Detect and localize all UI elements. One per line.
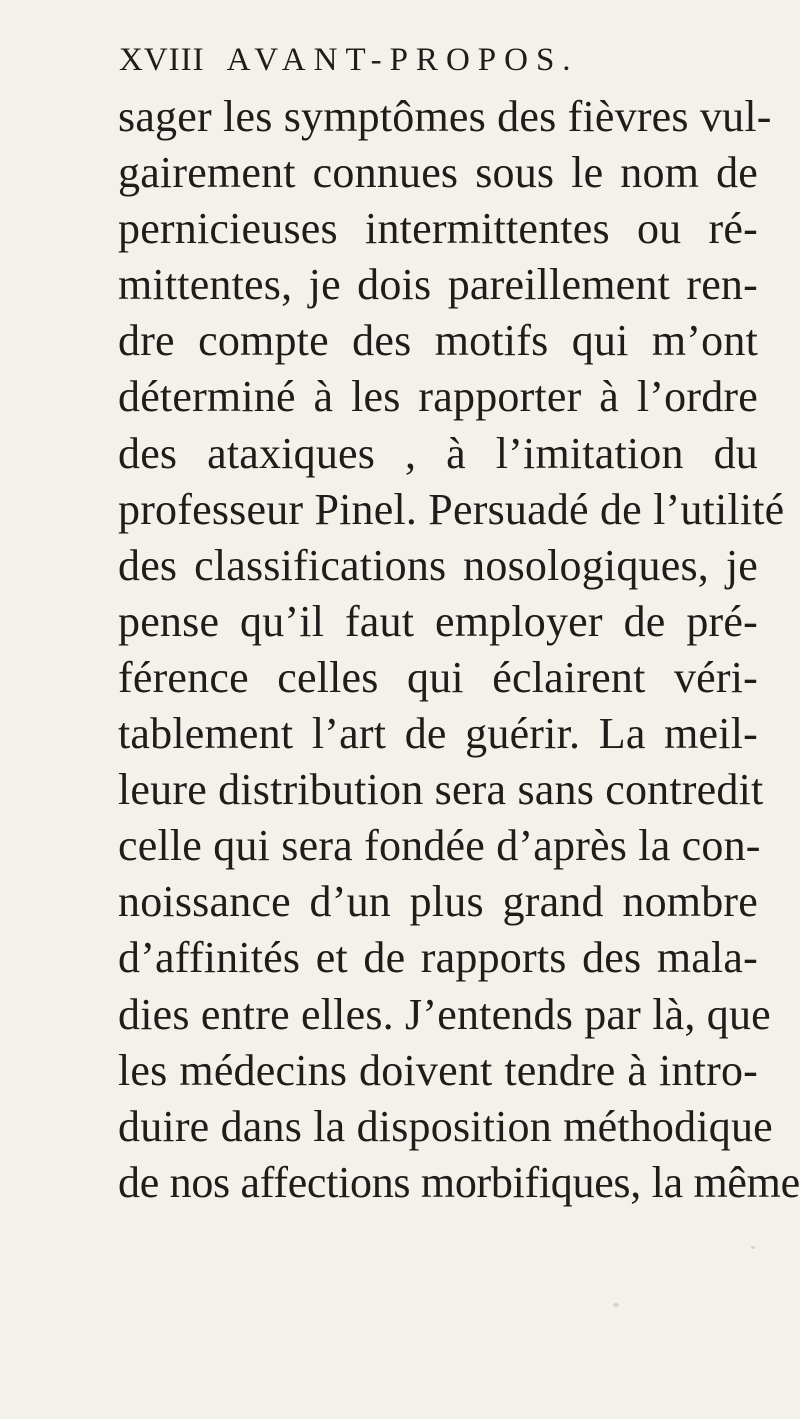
text-line: duire dans la disposition méthodique (118, 1101, 773, 1151)
chapter-title: AVANT-PROPOS. (226, 42, 579, 78)
text-line: d’affinités et de rapports des mala- (118, 933, 758, 983)
text-line: tablement l’art de guérir. La meil- (118, 709, 758, 759)
text-line: noissance d’un plus grand nombre (118, 877, 758, 927)
paper-speck (613, 1303, 619, 1307)
text-line: dies entre elles. J’entends par là, que (118, 989, 771, 1039)
text-line: celle qui sera fondée d’après la con- (118, 821, 761, 871)
text-line: leure distribution sera sans contredit (118, 765, 764, 815)
running-head (119, 44, 639, 77)
text-line: férence celles qui éclairent véri- (118, 652, 758, 702)
text-line: les médecins doivent tendre à intro- (118, 1045, 758, 1095)
text-line: des ataxiques , à l’imitation du (118, 428, 758, 478)
page-number: XVIII (119, 42, 205, 78)
text-line: gairement connues sous le nom de (118, 148, 758, 198)
text-line: dre compte des motifs qui m’ont (118, 316, 758, 366)
body-text (118, 89, 800, 1211)
text-line: de nos affections morbifiques, la même (118, 1157, 800, 1207)
text-line: déterminé à les rapporter à l’ordre (118, 372, 758, 422)
text-line: mittentes, je dois pareillement ren- (118, 260, 758, 310)
paper-speck (751, 1246, 755, 1249)
text-line: des classifications nosologiques, je (118, 540, 758, 590)
text-line: sager les symptômes des fièvres vul- (118, 92, 772, 141)
text-line: professeur Pinel. Persuadé de l’utilité (118, 484, 785, 534)
text-line: pernicieuses intermittentes ou ré- (118, 204, 758, 254)
text-line: pense qu’il faut employer de pré- (118, 596, 758, 646)
